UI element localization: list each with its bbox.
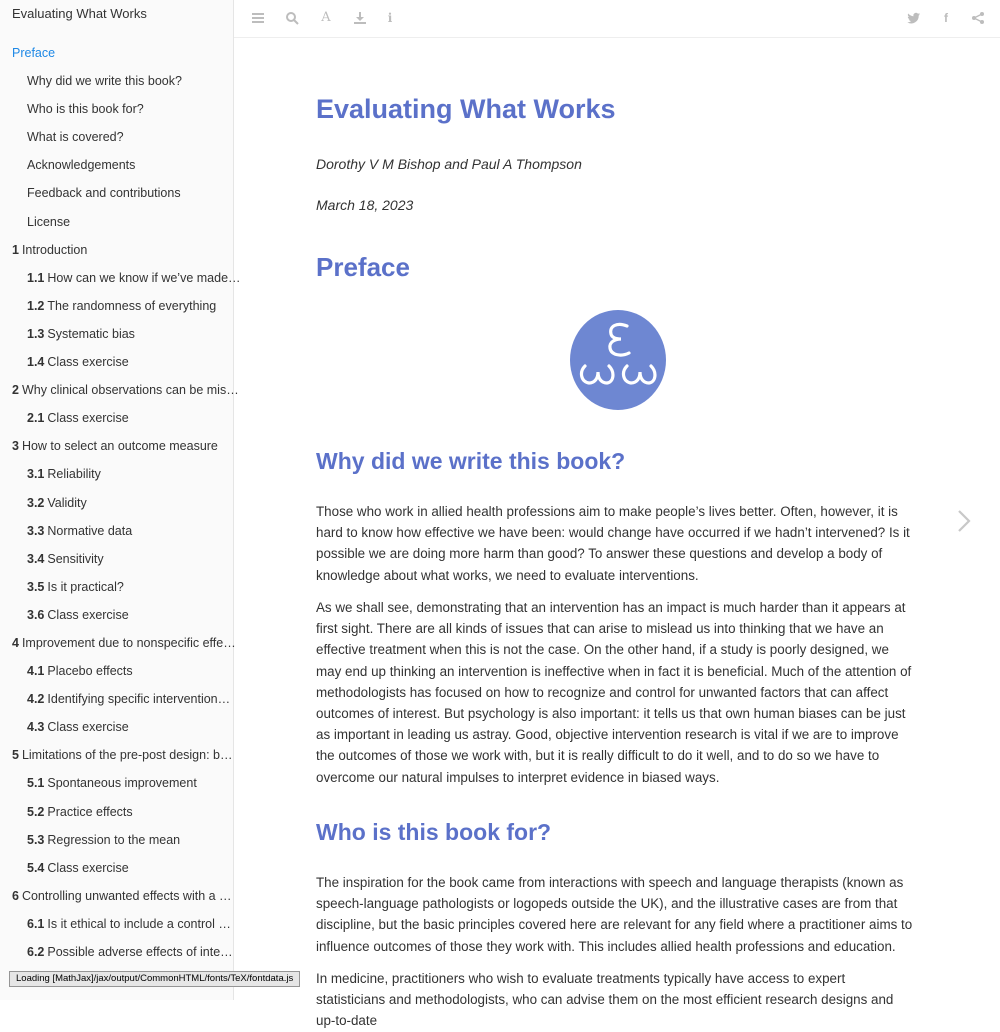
table-of-contents: [0, 39, 241, 966]
toc-item[interactable]: [0, 517, 234, 545]
toc-item-number: 3.6: [27, 607, 45, 622]
toc-item-label: Class exercise: [47, 720, 129, 735]
twitter-icon[interactable]: [906, 10, 922, 26]
download-icon[interactable]: [352, 10, 368, 26]
toc-item[interactable]: [0, 460, 234, 488]
toc-item-label: Normative data: [47, 523, 133, 538]
sidebar-book-title[interactable]: Evaluating What Works: [12, 6, 147, 21]
toc-item[interactable]: [0, 292, 234, 320]
toc-item-number: 1.2: [27, 298, 45, 313]
toc-item-label: License: [27, 214, 71, 229]
toc-item-label: Class exercise: [47, 860, 129, 875]
toc-item-label: Spontaneous improvement: [47, 776, 197, 791]
toc-item-label: Is it practical?: [47, 579, 124, 594]
toc-item-label: Controlling unwanted effects with a …: [21, 888, 232, 903]
toc-item[interactable]: [0, 123, 234, 151]
toc-item-label: Reliability: [47, 467, 101, 482]
toc-item-number: 4.2: [27, 692, 45, 707]
toc-item-number: 3.1: [27, 467, 45, 482]
toc-item-label: Placebo effects: [47, 664, 133, 679]
toc-item[interactable]: [0, 938, 234, 966]
paragraph: The inspiration for the book came from interactions with speech and language therapists (known as speech-language pathologists or logopeds outside the UK), and the illustrative cases are from that discipline, but the basic principles covered here are relevant for any field where a practitioner aims to influence outcomes of those they work with. This includes allied health professions and education.: [316, 875, 913, 954]
preface-heading: Preface: [316, 252, 410, 282]
toc-item[interactable]: [0, 236, 234, 264]
toc-item-number: 6: [12, 888, 19, 903]
toc-item-label: Identifying specific intervention…: [47, 692, 231, 707]
toc-item-label: Introduction: [21, 242, 88, 257]
share-icon[interactable]: [970, 10, 986, 26]
toc-item[interactable]: [0, 208, 234, 236]
toc-item[interactable]: [0, 404, 234, 432]
toc-item[interactable]: [0, 657, 234, 685]
toc-item[interactable]: [0, 95, 234, 123]
status-bar: Loading [MathJax]/jax/output/CommonHTML/fonts/TeX/fontdata.js: [9, 971, 300, 987]
toc-item-number: 4.3: [27, 720, 45, 735]
toc-item[interactable]: [0, 151, 234, 179]
section-heading: Why did we write this book?: [316, 448, 626, 474]
toc-item-number: 5.3: [27, 832, 45, 847]
toc-item-label: Validity: [47, 495, 87, 510]
section-heading: Who is this book for?: [316, 819, 552, 845]
font-icon[interactable]: A: [321, 10, 331, 25]
toc-item-label: Sensitivity: [47, 551, 104, 566]
toc-item-label: Who is this book for?: [27, 102, 144, 117]
toc-item-label: Regression to the mean: [47, 832, 181, 847]
toc-item-label: Preface: [12, 46, 56, 60]
toc-item[interactable]: [0, 376, 239, 404]
toc-item-label: Class exercise: [47, 355, 129, 370]
toc-item[interactable]: [0, 741, 234, 769]
paragraph: Those who work in allied health professions aim to make people’s lives better. Often, however, it is hard to know how effective we have been: would change have occurred if we hadn’t intervened? Is it possible we are doing more harm than good? To answer these questions and develop a body of knowledge about what works, we need to evaluate interventions.: [316, 504, 910, 583]
toc-item-number: 1: [12, 242, 19, 257]
toc-item[interactable]: [0, 713, 234, 741]
toc-item[interactable]: [0, 320, 234, 348]
toc-item-number: 1.3: [27, 326, 45, 341]
toc-item-label: How can we know if we’ve made…: [47, 270, 241, 285]
toc-item-number: 1.4: [27, 355, 45, 370]
toc-item-number: 3.2: [27, 495, 45, 510]
toc-item-number: 2.1: [27, 411, 45, 426]
book-logo-icon: [569, 310, 667, 410]
toc-item[interactable]: [0, 882, 234, 910]
toc-item[interactable]: [0, 910, 234, 938]
toc-item[interactable]: [0, 601, 234, 629]
info-icon[interactable]: i: [387, 11, 393, 25]
toc-item-label: Improvement due to nonspecific effe…: [21, 635, 236, 650]
top-toolbar: [234, 0, 1000, 38]
toc-item-label: The randomness of everything: [47, 298, 217, 313]
facebook-icon[interactable]: f: [944, 11, 948, 25]
toc-item[interactable]: [0, 573, 234, 601]
toc-item-number: 6.1: [27, 916, 45, 931]
toc-item-label: What is covered?: [27, 130, 124, 145]
toc-item-number: 5.1: [27, 776, 45, 791]
toc-item-label: Systematic bias: [47, 326, 135, 341]
toc-item-label: Feedback and contributions: [27, 186, 181, 201]
paragraph: In medicine, practitioners who wish to evaluate treatments typically have access to expert statisticians and methodologists, who can advise them on the most efficient research designs and up-to-date: [316, 971, 894, 1029]
toc-item-number: 4: [12, 635, 19, 650]
toc-item-label: Class exercise: [47, 607, 129, 622]
toc-item-number: 4.1: [27, 664, 45, 679]
toc-item-label: Why did we write this book?: [27, 74, 182, 89]
toc-item[interactable]: [0, 545, 234, 573]
toc-item-number: 5.2: [27, 804, 45, 819]
toc-item-label: Why clinical observations can be mis…: [21, 383, 239, 398]
book-title: Evaluating What Works: [316, 94, 616, 124]
toc-item-label: Is it ethical to include a control …: [47, 916, 231, 931]
toc-item-number: 2: [12, 383, 19, 398]
toc-item-number: 5.4: [27, 860, 45, 875]
toc-item-number: 6.2: [27, 945, 45, 959]
toc-item[interactable]: [0, 685, 234, 713]
toc-item[interactable]: [0, 629, 234, 657]
toc-item-label: Practice effects: [47, 804, 133, 819]
sidebar: [0, 0, 241, 1000]
toc-item[interactable]: [0, 489, 234, 517]
toc-item[interactable]: [0, 264, 241, 292]
toc-item[interactable]: [0, 432, 234, 460]
toc-item-number: 1.1: [27, 270, 45, 285]
book-date: March 18, 2023: [316, 197, 414, 213]
toc-item-label: Acknowledgements: [27, 158, 136, 173]
toc-item[interactable]: [0, 798, 234, 826]
toc-item-number: 3.5: [27, 579, 45, 594]
toc-item-label: Possible adverse effects of inte…: [47, 945, 233, 959]
toc-item-number: 3: [12, 439, 19, 454]
toc-item-label: How to select an outcome measure: [21, 439, 218, 454]
next-page-chevron-icon[interactable]: [955, 508, 973, 534]
menu-icon[interactable]: [250, 10, 266, 26]
toc-item[interactable]: [0, 826, 234, 854]
toc-item[interactable]: [0, 67, 234, 95]
toc-item[interactable]: [0, 769, 234, 797]
toc-item[interactable]: [0, 179, 234, 207]
search-icon[interactable]: [284, 10, 300, 26]
toc-item-label: Limitations of the pre-post design: b…: [21, 748, 233, 763]
toc-item-number: 3.3: [27, 523, 45, 538]
toc-item-label: Class exercise: [47, 411, 129, 426]
book-authors: Dorothy V M Bishop and Paul A Thompson: [316, 156, 582, 172]
toc-item[interactable]: [0, 854, 234, 882]
toc-item[interactable]: [0, 39, 234, 67]
paragraph: As we shall see, demonstrating that an intervention has an impact is much harder than it appears at first sight. There are all kinds of issues that can arise to mislead us into thinking that we have an effective treatment when this is not the case. On the other hand, if a study is poorly designed, we may end up thinking an intervention is ineffective when in fact it is beneficial. Much of the attention of methodologists has focused on how to recognize and control for unwanted factors that can affect outcomes of interest. But psychology is also important: it tells us that own human biases can be just as important in leading us astray. Good, objective intervention research is vital if we are to improve the outcomes of those we work with, but it is really difficult to do it well, and to do so we have to overcome our natural impulses to interpret evidence in biased ways.: [316, 600, 912, 785]
toc-item[interactable]: [0, 348, 234, 376]
toc-item-number: 5: [12, 748, 19, 763]
toc-item-number: 3.4: [27, 551, 45, 566]
